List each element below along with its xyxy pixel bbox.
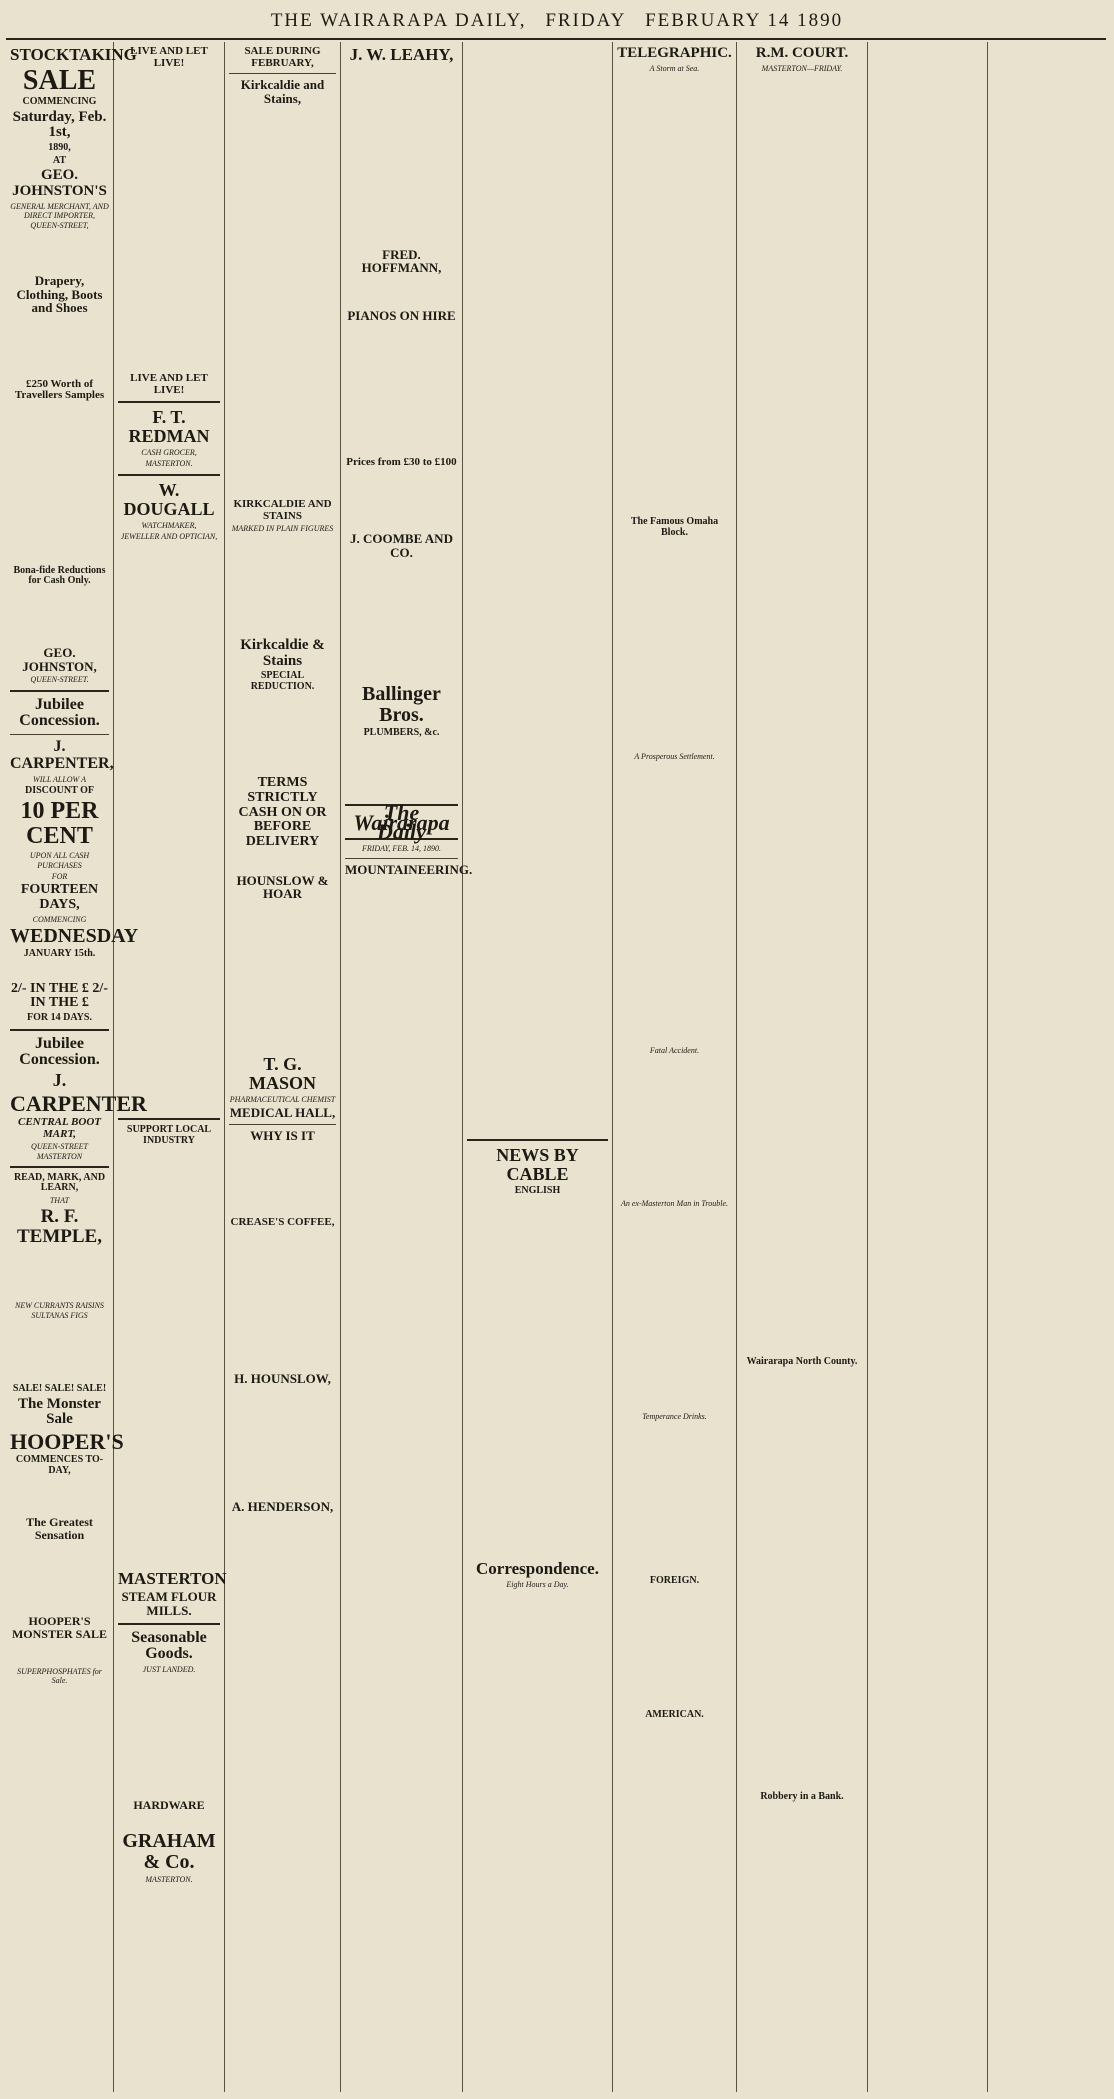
divider bbox=[118, 474, 220, 476]
column-1 bbox=[6, 42, 147, 2092]
body-text bbox=[992, 44, 1102, 2044]
ad-heading: PLUMBERS, &c. bbox=[363, 726, 440, 738]
ad-heading: HOOPER'S bbox=[10, 1429, 124, 1455]
ad-heading: KIRKCALDIE AND STAINS bbox=[233, 498, 332, 522]
divider bbox=[345, 858, 458, 859]
ad-heading: WHY IS IT bbox=[250, 1127, 315, 1143]
ad-subheading: SUPERPHOSPHATES for Sale. bbox=[17, 1666, 102, 1685]
ad-heading: SUPPORT LOCAL INDUSTRY bbox=[126, 1124, 212, 1146]
ad-heading: COMMENCING bbox=[22, 96, 97, 108]
ad-heading: A. HENDERSON, bbox=[231, 1498, 334, 1514]
ad-heading: Bona-fide Reductions for Cash Only. bbox=[13, 564, 106, 587]
ad-heading: The Monster Sale bbox=[18, 1395, 101, 1428]
column-4 bbox=[341, 42, 473, 2092]
body-text bbox=[345, 878, 458, 1778]
article-heading: A Storm at Sea. bbox=[649, 63, 700, 73]
body-text bbox=[118, 71, 220, 371]
article-heading: Wairarapa North County. bbox=[746, 1356, 858, 1368]
ad-heading: DISCOUNT OF bbox=[25, 785, 94, 797]
ad-heading: Drapery, Clothing, Boots and Shoes bbox=[16, 272, 103, 316]
body-text bbox=[467, 1198, 608, 1558]
body-text bbox=[345, 66, 458, 246]
body-text bbox=[118, 543, 220, 1113]
divider bbox=[229, 1124, 336, 1125]
section-subheading: ENGLISH bbox=[514, 1184, 561, 1196]
body-text bbox=[229, 694, 336, 774]
ad-heading: 1890, bbox=[48, 142, 71, 154]
ad-heading: AT bbox=[52, 154, 67, 166]
body-text bbox=[741, 1804, 863, 2004]
ad-subheading: WILL ALLOW A bbox=[33, 774, 86, 784]
article-heading: MOUNTAINEERING. bbox=[345, 861, 473, 877]
columns bbox=[6, 42, 1106, 2092]
body-text bbox=[10, 317, 109, 377]
ad-heading: R. F. TEMPLE, bbox=[17, 1206, 102, 1248]
article-heading: A Prosperous Settlement. bbox=[634, 752, 715, 762]
ad-heading: 2/- IN THE £ 2/- IN THE £ bbox=[11, 980, 108, 1011]
ad-subheading: JEWELLER AND OPTICIAN, bbox=[120, 531, 218, 541]
ad-heading: SALE bbox=[22, 64, 97, 96]
ad-heading: J. bbox=[52, 1070, 67, 1091]
ad-heading: Ballinger Bros. bbox=[362, 682, 441, 726]
body-text bbox=[229, 536, 336, 636]
ad-heading: J. CARPENTER, bbox=[10, 738, 114, 773]
ad-heading: GEO. JOHNSTON'S bbox=[12, 167, 107, 199]
ad-heading: SPECIAL REDUCTION. bbox=[250, 670, 315, 692]
ad-heading: H. HOUNSLOW, bbox=[234, 1371, 331, 1387]
column-9 bbox=[988, 42, 1106, 2092]
body-text bbox=[10, 1249, 109, 1299]
ad-heading: SALE DURING FEBRUARY, bbox=[244, 45, 321, 69]
ad-subheading: JUST LANDED. bbox=[142, 1665, 196, 1675]
divider bbox=[118, 1623, 220, 1625]
ad-subheading: QUEEN-STREET. bbox=[30, 675, 89, 685]
body-text bbox=[229, 1230, 336, 1370]
body-text bbox=[229, 1145, 336, 1215]
ad-heading: Kirkcaldie and Stains, bbox=[240, 77, 325, 106]
ad-heading: FOR 14 DAYS. bbox=[27, 1012, 92, 1023]
ad-heading: Jubilee Concession. bbox=[19, 695, 100, 730]
ad-heading: F. T. REDMAN bbox=[128, 407, 210, 447]
body-text bbox=[617, 75, 732, 515]
article-heading: An ex-Masterton Man in Trouble. bbox=[620, 1198, 729, 1208]
section-heading: R.M. COURT. bbox=[755, 45, 849, 61]
ad-subheading: GENERAL MERCHANT, AND DIRECT IMPORTER, QUEEN-STREET, bbox=[10, 201, 109, 230]
editorial-date: FRIDAY, FEB. 14, 1890. bbox=[361, 844, 442, 854]
ad-heading: SALE! SALE! SALE! bbox=[12, 1383, 107, 1395]
section-heading: TELEGRAPHIC. bbox=[617, 45, 732, 61]
body-text bbox=[10, 404, 109, 564]
divider bbox=[118, 401, 220, 403]
divider bbox=[10, 734, 109, 735]
ad-heading: LIVE AND LET LIVE! bbox=[130, 45, 208, 69]
column-8 bbox=[868, 42, 988, 2092]
body-text bbox=[345, 562, 458, 682]
column-5 bbox=[463, 42, 613, 2092]
divider bbox=[229, 73, 336, 74]
masthead-rule bbox=[6, 38, 1106, 40]
divider bbox=[10, 1166, 109, 1168]
section-heading: AMERICAN. bbox=[645, 1709, 704, 1721]
ad-heading: WEDNESDAY bbox=[10, 925, 139, 948]
ad-heading: Jubilee Concession. bbox=[19, 1034, 100, 1069]
ad-heading: J. COOMBE AND CO. bbox=[350, 531, 453, 560]
body-text bbox=[10, 232, 109, 272]
body-text bbox=[345, 740, 458, 800]
body-text bbox=[617, 1588, 732, 1708]
body-text bbox=[872, 44, 983, 2044]
ad-heading: J. W. LEAHY, bbox=[349, 45, 454, 64]
body-text bbox=[10, 1643, 109, 1665]
ad-heading: 10 PER CENT bbox=[20, 797, 99, 849]
ad-heading: LIVE AND LET LIVE! bbox=[130, 372, 208, 396]
masthead bbox=[0, 10, 1114, 36]
body-text bbox=[118, 1813, 220, 1829]
body-text bbox=[10, 1543, 109, 1613]
body-text bbox=[10, 589, 109, 644]
ad-subheading: MASTERTON. bbox=[145, 459, 193, 469]
ad-heading: Seasonable Goods. bbox=[131, 1628, 207, 1663]
ad-heading: Saturday, Feb. 1st, bbox=[12, 108, 107, 141]
section-heading: NEWS BY CABLE bbox=[496, 1145, 579, 1184]
body-text bbox=[229, 903, 336, 1053]
ad-heading: GEO. JOHNSTON, bbox=[22, 644, 97, 674]
body-text bbox=[467, 1592, 608, 1992]
ad-heading: T. G. MASON bbox=[249, 1054, 316, 1093]
body-text bbox=[345, 325, 458, 455]
ad-subheading: UPON ALL CASH PURCHASES bbox=[29, 851, 90, 870]
ad-subheading: CASH GROCER, bbox=[141, 447, 197, 457]
ad-subheading: NEW CURRANTS RAISINS SULTANAS FIGS bbox=[15, 1301, 104, 1320]
editorial-title: The Wairarapa Daily bbox=[353, 800, 450, 844]
ad-heading: HOOPER'S MONSTER SALE bbox=[11, 1614, 108, 1641]
ad-heading: Prices from £30 to £100 bbox=[346, 455, 457, 468]
ad-heading: MASTERTON bbox=[118, 1569, 227, 1589]
masthead-date: FEBRUARY 14 1890 bbox=[645, 10, 844, 31]
section-subheading: Eight Hours a Day. bbox=[506, 1580, 569, 1590]
body-text bbox=[10, 962, 109, 980]
ad-heading: £250 Worth of Travellers Samples bbox=[14, 377, 105, 402]
column-7 bbox=[737, 42, 868, 2092]
body-text bbox=[10, 1322, 109, 1382]
section-heading: Correspondence. bbox=[476, 1559, 599, 1579]
column-6 bbox=[613, 42, 737, 2092]
ad-subheading: PHARMACEUTICAL CHEMIST bbox=[229, 1094, 336, 1104]
body-text bbox=[345, 277, 458, 307]
ad-subheading: FOR bbox=[51, 871, 68, 881]
ad-subheading: MARKED IN PLAIN FIGURES bbox=[231, 524, 334, 534]
body-text bbox=[617, 1723, 732, 1823]
article-heading: Temperance Drinks. bbox=[642, 1412, 707, 1422]
divider bbox=[10, 1029, 109, 1031]
body-text bbox=[118, 1148, 220, 1568]
ad-heading: CARPENTER bbox=[10, 1090, 147, 1116]
ad-heading: FOURTEEN DAYS, bbox=[20, 882, 99, 913]
section-subheading: MASTERTON—FRIDAY. bbox=[761, 63, 843, 73]
divider bbox=[10, 690, 109, 692]
ad-heading: HARDWARE bbox=[133, 1797, 205, 1812]
ad-subheading: COMMENCING bbox=[32, 914, 87, 924]
body-text bbox=[617, 1210, 732, 1410]
body-text bbox=[229, 1388, 336, 1498]
ad-heading: MEDICAL HALL, bbox=[229, 1105, 336, 1121]
body-text bbox=[467, 44, 608, 1134]
body-text bbox=[617, 764, 732, 1044]
editorial-masthead bbox=[345, 800, 458, 844]
body-text bbox=[617, 540, 732, 750]
body-text bbox=[345, 470, 458, 530]
ad-heading: TERMS STRICTLY CASH ON OR BEFORE DELIVERY bbox=[238, 775, 327, 850]
ad-heading: W. DOUGALL bbox=[123, 479, 215, 519]
body-text bbox=[617, 1057, 732, 1197]
article-heading: Fatal Accident. bbox=[649, 1045, 700, 1055]
ad-heading: HOUNSLOW & HOAR bbox=[236, 872, 329, 902]
ad-heading: GRAHAM & Co. bbox=[122, 1830, 216, 1874]
body-text bbox=[617, 1424, 732, 1574]
ad-heading: CENTRAL BOOT MART, bbox=[17, 1116, 101, 1140]
divider bbox=[118, 1118, 220, 1120]
article-heading: The Famous Omaha Block. bbox=[630, 516, 719, 538]
column-3 bbox=[225, 42, 341, 2092]
ad-heading: The Greatest Sensation bbox=[26, 1515, 93, 1542]
divider bbox=[467, 1139, 608, 1141]
body-text bbox=[741, 1370, 863, 1790]
body-text bbox=[10, 1478, 109, 1514]
body-text bbox=[229, 852, 336, 872]
ad-heading: STEAM FLOUR MILLS. bbox=[121, 1589, 217, 1618]
ad-heading: CREASE'S COFFEE, bbox=[230, 1215, 335, 1228]
ad-heading: FRED. HOFFMANN, bbox=[361, 246, 442, 276]
section-heading: FOREIGN. bbox=[649, 1574, 700, 1586]
body-text bbox=[229, 107, 336, 497]
ad-heading: READ, MARK, AND LEARN, bbox=[13, 1171, 106, 1194]
masthead-paper: THE WAIRARAPA DAILY, bbox=[270, 10, 527, 31]
ad-heading: PIANOS ON HIRE bbox=[347, 308, 456, 324]
article-heading: Robbery in a Bank. bbox=[760, 1790, 844, 1802]
column-2 bbox=[114, 42, 225, 2092]
ad-heading: STOCKTAKING bbox=[10, 45, 137, 64]
ad-heading: Kirkcaldie & Stains bbox=[240, 636, 325, 669]
ad-subheading: MASTERTON. bbox=[145, 1875, 193, 1885]
ad-heading: JANUARY 15th. bbox=[23, 948, 96, 960]
masthead-weekday: FRIDAY bbox=[545, 10, 627, 31]
body-text bbox=[741, 75, 863, 1355]
ad-subheading: QUEEN-STREET MASTERTON bbox=[31, 1142, 88, 1161]
ad-subheading: WATCHMAKER, bbox=[141, 520, 197, 530]
body-text bbox=[118, 1677, 220, 1797]
ad-subheading: THAT bbox=[49, 1195, 70, 1205]
ad-heading: COMMENCES TO-DAY, bbox=[15, 1454, 104, 1476]
